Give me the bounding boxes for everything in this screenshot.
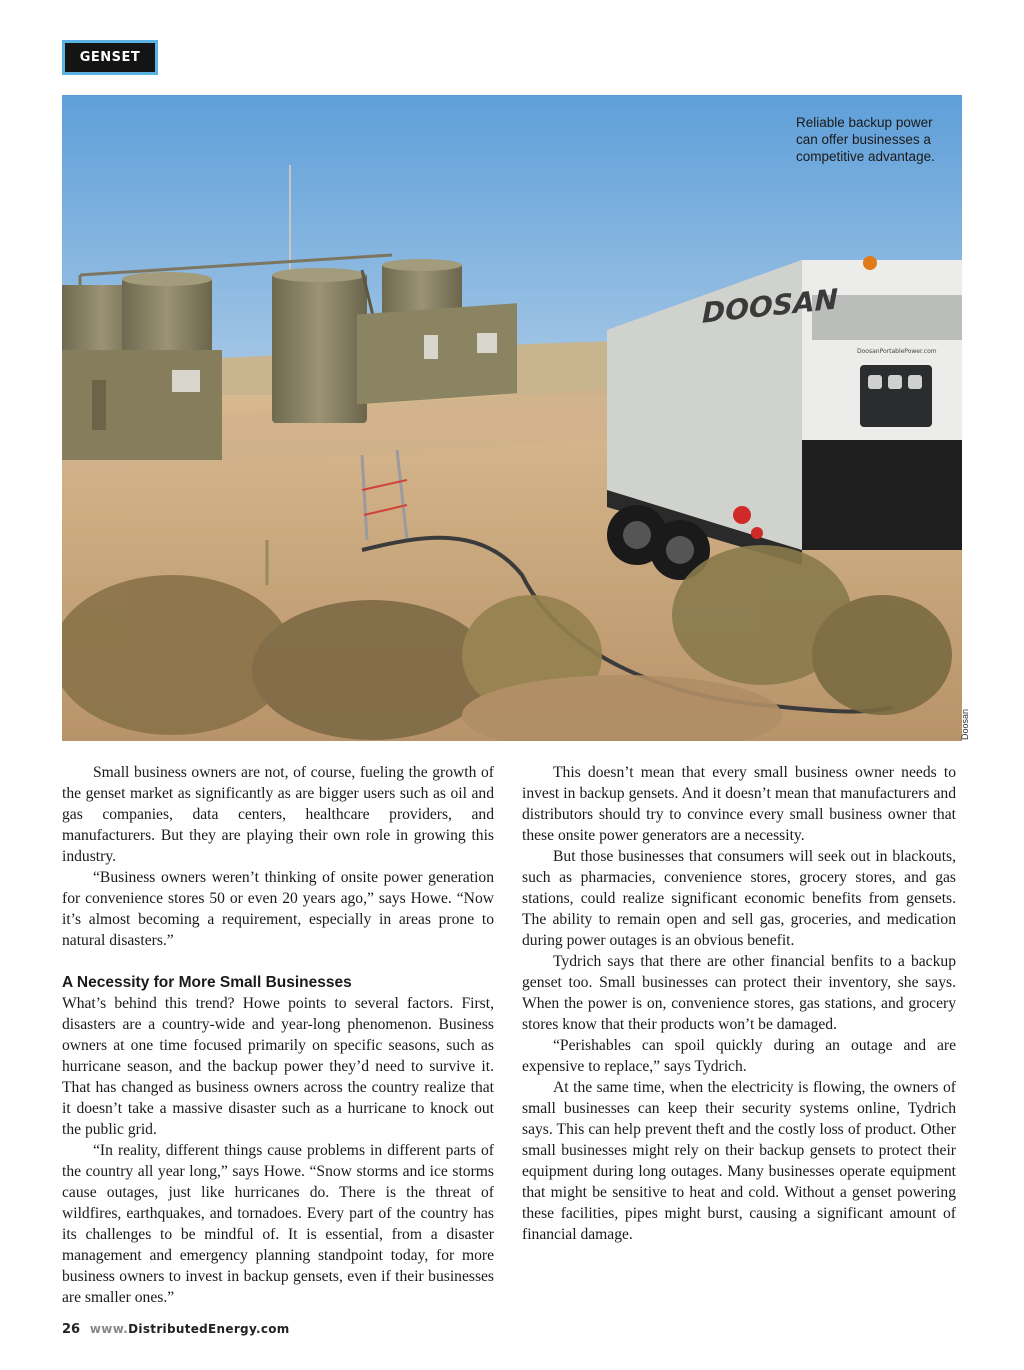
svg-text:DOOSAN: DOOSAN [702, 282, 839, 330]
paragraph: “Perishables can spoil quickly during an outage and are expensive to replace,” says Tydrich. [522, 1037, 956, 1075]
paragraph: But those businesses that consumers will seek out in blackouts, such as pharmacies, convenience stores, grocery stores, and gas stations, could realize significant economic benefits from gensets. The ability to remain open and sell gas, groceries, and medication during power outages is an obvious benefit. [522, 848, 956, 949]
article-photo [62, 95, 962, 741]
footer-url-prefix: www. [89, 1322, 129, 1336]
oilfield-generator-illustration [62, 95, 962, 741]
page-footer [62, 1322, 290, 1337]
footer-url-main: DistributedEnergy.com [128, 1322, 290, 1336]
photo-caption: Reliable backup power can offer businesses a competitive advantage. [796, 115, 935, 164]
paragraph: Small business owners are not, of course, fueling the growth of the genset market as significantly as are bigger users such as oil and gas companies, data centers, healthcare providers, and manufacturers. But they are playing their own role in growing this industry. [62, 764, 494, 865]
paragraph: At the same time, when the electricity is flowing, the owners of small businesses can keep their security systems online, Tydrich says. This can help prevent theft and the costly loss of product. Other small businesses might rely on their backup gensets to protect their equipment during long outages. Many businesses operate equipment that might be sensitive to heat and cold. Without a genset powering these facilities, pipes might burst, causing a significant amount of financial damage. [522, 1079, 956, 1243]
paragraph: Tydrich says that there are other financial benfits to a backup genset too. Small businesses can protect their inventory, she says. When the power is on, convenience stores, gas stations, and grocery stores know that their products won’t be damaged. [522, 953, 956, 1033]
paragraph: What’s behind this trend? Howe points to several factors. First, disasters are a country-wide and year-long phenomenon. Business owners at one time focused primarily on specific seasons, such as hurricane season, and the backup power they’d need to survive it. That has changed as business owners across the country realize that it doesn’t take a massive disaster such as a hurricane to knock out the public grid. [62, 995, 494, 1138]
photo-credit: Doosan [960, 708, 970, 740]
section-tag: GENSET [62, 40, 158, 75]
paragraph: “Business owners weren’t thinking of onsite power generation for convenience stores 50 or even 20 years ago,” says Howe. “Now it’s almost becoming a requirement, especially in areas prone to natural disasters.” [62, 869, 494, 949]
footer-url[interactable] [90, 1322, 290, 1336]
subhead: A Necessity for More Small Businesses [62, 974, 352, 991]
paragraph: “In reality, different things cause problems in different parts of the country all year long,” says Howe. “Snow storms and ice storms cause outages, just like hurricanes do. There is the threat of wildfires, earthquakes, and tornadoes. Every part of the country has its challenges to be mindful of. It is essential, from a disaster management and emergency planning standpoint today, for more business owners to invest in backup gensets, even if their businesses are smaller ones.” [62, 1142, 494, 1306]
svg-text:DoosanPortablePower.com: DoosanPortablePower.com [857, 348, 937, 355]
page-number: 26 [62, 1322, 81, 1337]
paragraph: This doesn’t mean that every small business owner needs to invest in backup gensets. And it doesn’t mean that manufacturers and distributors should try to convince every small business owner that these onsite power generators are a necessity. [522, 764, 956, 844]
article-column-right [522, 762, 956, 1245]
article-column-left [62, 762, 494, 1308]
